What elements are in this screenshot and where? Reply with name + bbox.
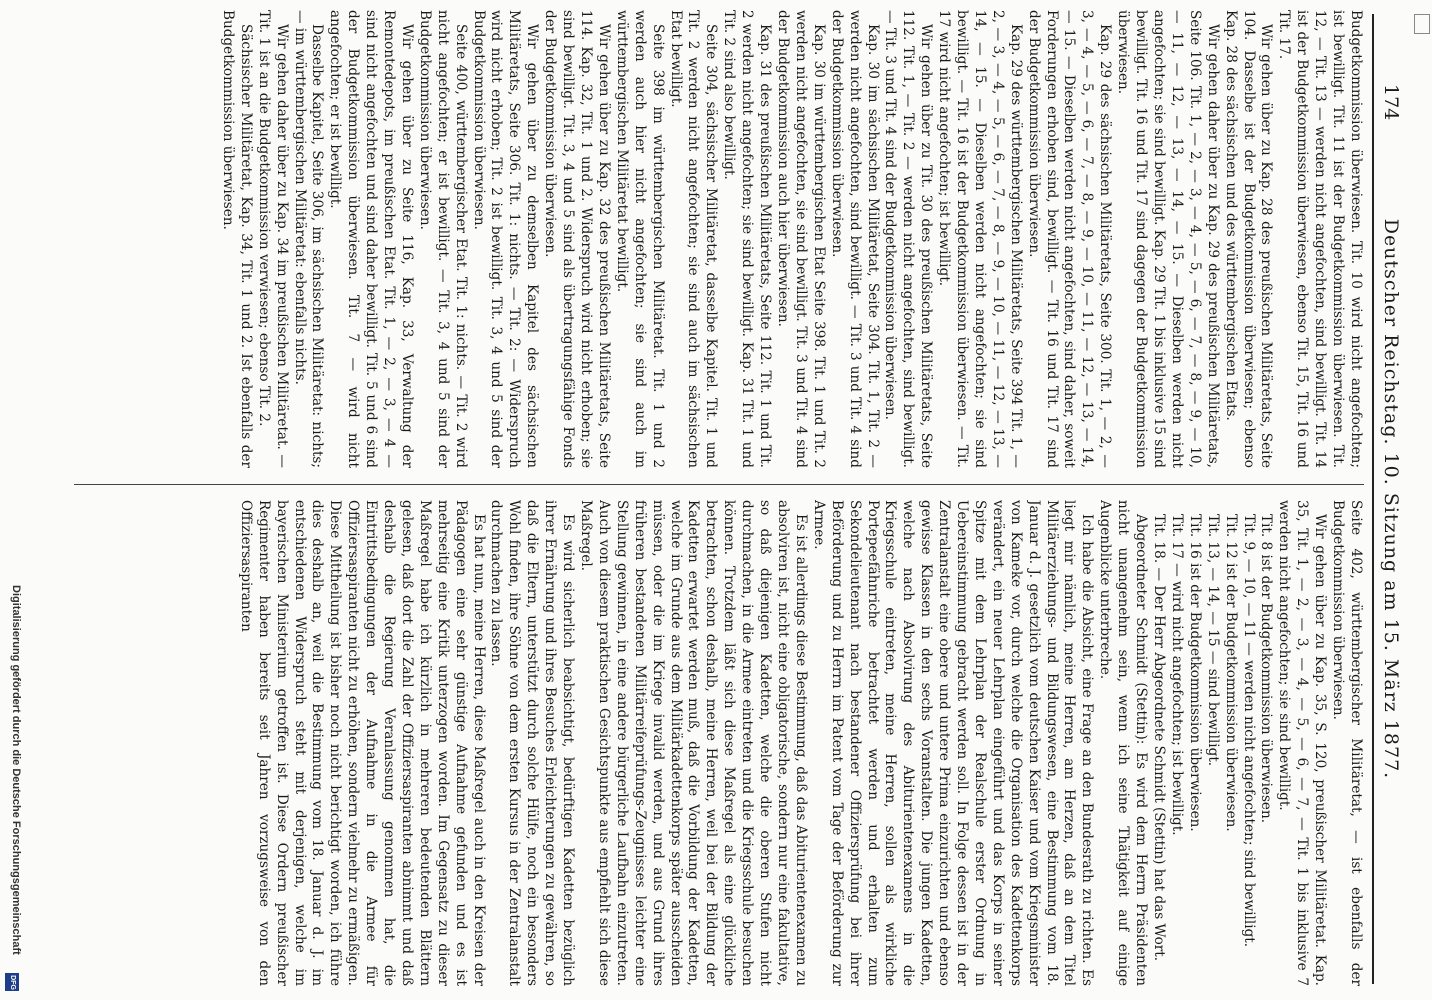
credit-text: Digitalisierung gefördert durch die Deutsche Forschungsgemeinschaft <box>10 585 22 955</box>
paragraph: Tit. 9, — 10, — 11 — werden nicht angefochten; sind bewilligt. <box>1240 514 1257 948</box>
paragraph: Abgeordneter Schmidt (Stettin): Es wird dem Herrn Präsidenten nicht unangenehm sein, wenn ich seine Thätigkeit auf einige Augenblicke unterbreche. <box>1097 500 1150 986</box>
paragraph: Dasselbe Kapitel, Seite 306, im sächsischen Militäretat: nichts; — im württembergischen Militäretat: ebenfalls nichts. <box>291 10 326 468</box>
paragraph: Es wird sicherlich beabsichtigt, bedürftigen Kadetten bezüglich ihrer Ernährung und ihres Besuches Erleichterungen zu gewähren, so daß die Eltern, unterstützt durch solche Hülfe, noch ein besonders Wohl finden, ihre Söhne von dem ersten Kursus in der Zentralanstalt durchmachen zu lassen. <box>488 500 577 986</box>
dfg-logo-icon <box>5 973 19 991</box>
paragraph: Seite 400, württembergischer Etat. Tit. 1: nichts. — Tit. 2 wird nicht angefochten; er ist bewilligt. — Tit. 3, 4 und 5 sind der Budgetkommission überwiesen. <box>416 10 469 468</box>
text-column-left <box>64 10 1364 468</box>
paragraph: Tit. 16 ist der Budgetkommission überwiesen. <box>1186 514 1203 832</box>
paragraph: Wir gehen über zu Kap. 35, S. 120, preußischer Militäretat. Kap. 35, Tit. 1, — 2, — 3, — 4, — 5, — 6, — 7, — Tit. 1 bis inklusive 7 werden nicht angefochten; sie sind bewilligt. <box>1276 500 1329 986</box>
paragraph: Wir gehen über zu Kap. 32 des preußischen Militäretats, Seite 114. Kap. 32, Tit. 1 und 2. Widerspruch wird nicht erhoben; sie sind bewilligt. Tit. 3, 4 und 5 sind als übertragungsfähige Fonds der Budgetkommission überwiesen. <box>542 10 612 468</box>
rotated-newspaper-page <box>36 0 1416 1000</box>
paragraph: Tit. 17 — wird nicht angefochten; ist bewilligt. <box>1168 514 1185 836</box>
paragraph: Wir gehen daher über zu Kap. 29 des preußischen Militäretats, Seite 106. Tit. 1, — 2, — 3, — 4, — 5, — 6, — 7, — 8, — 9, — 10, — 11, — 12, — 13, — 14, — 15. — Dieselben werden nicht angefochten; sie sind bewilligt. Kap. 29 Tit. 1 bis inklusive 15 sind bewilligt. Tit. 16 und Tit. 17 sind dagegen der Budgetkommission überwiesen. <box>1115 10 1221 468</box>
paragraph: Kap. 29 des württembergischen Militäretats, Seite 394 Tit. 1, — 2, — 3, — 4, — 5, — 6, — 7, — 8, — 9, — 10, — 11, — 12, — 13, — 14, — 15. — Dieselben werden nicht angefochten; sie sind bewilligt. — Tit. 16 ist der Budgetkommission überwiesen. — Tit. 17 wird nicht angefochten; ist bewilligt. <box>936 10 1024 468</box>
paragraph: Seite 304, sächsischer Militäretat, dasselbe Kapitel. Tit. 1 und Tit. 2 werden nicht angefochten; sie sind auch im sächsischen Etat bewilligt. <box>667 10 720 468</box>
digitization-credit <box>2 585 22 995</box>
corner-mark <box>1414 14 1430 34</box>
paragraph: Ich habe die Absicht, eine Frage an den Bundesrath zu richten. Es liegt mir nämlich, meine Herren, am Herzen, daß an dem Titel Militärerziehungs- und Bildungswesen, eine Bestimmung vom 18. Januar d. J. gesetzlich vom deutschen Kaiser und vom Kriegsminister von Kameke vor, durch welche die Organisation des Kadettenkorps verändert, ein neuer Lehrplan eingeführt und das Korps in seiner Spitze mit dem Lehrplan der Realschule erster Ordnung in Uebereinstimmung gebracht werden soll. In Folge dessen ist in der Zentralanstalt eine obere und untere Prima einzurichten und ebenso gewisse Klassen in den sechs Voranstalten. Die jungen Kadetten, welche nach Absolvirung des Abiturientenexamens in die Kriegsschule eintreten, meine Herren, sollen als wirkliche Portepeefähnriche betrachtet werden und erhalten zum Sekondelieutenant nach bestandener Offiziersprüfung bei ihrer Beförderung und zu Herrn im Patent vom Tage der Beförderung zur Armee. <box>810 500 1096 986</box>
paragraph: Wir gehen daher über zu Kap. 34 im preußischen Militäretat. — Tit. 1 ist an die Budgetkommission verwiesen; ebenso Tit. 2. <box>255 10 290 468</box>
text-column-right <box>64 500 1364 986</box>
paragraph: Sächsischer Militäretat, Kap. 34, Tit. 1 und 2. Ist ebenfalls der Budgetkommission überwiesen. <box>219 10 254 468</box>
paragraph: Tit. 18. — Der Herr Abgeordnete Schmidt (Stettin) hat das Wort. <box>1151 514 1168 962</box>
page-number: 174 <box>1380 84 1402 121</box>
paragraph: Kap. 30 im sächsischen Militäretat, Seite 304. Tit. 1, Tit. 2 — werden nicht angefochten, sind bewilligt. — Tit. 3 und Tit. 4 sind der Budgetkommission überwiesen. <box>828 10 881 468</box>
paragraph: Wir gehen über zu Tit. 30 des preußischen Militäretats, Seite 112. Tit. 1, — Tit. 2 — werden nicht angefochten, sind bewilligt. — Tit. 3 und Tit. 4 sind der Budgetkommission überwiesen. <box>882 10 935 468</box>
paragraph: Seite 402, württembergischer Militäretat, — ist ebenfalls der Budgetkommission überwiesen. <box>1330 500 1364 986</box>
paragraph: Es hat nun, meine Herren, diese Maßregel auch in den Kreisen der Pädagogen eine sehr günstige Aufnahme gefunden und es ist mehrseitig eine Kritik unterzogen worden. Im Gegensatz zu dieser Maßregel habe ich kürzlich in mehreren bedeutenden Blättern gelesen, daß dort die Zahl der Offiziersaspiranten abnimmt und daß deshalb die Regierung Veranlassung genommen hat, die Eintrittsbedingungen der Aufnahme in die Armee für Offiziersaspiranten nicht zu erhöhen, sondern vielmehr zu ermäßigen. Diese Mittheilung ist bisher noch nicht berichtigt worden, ich führe dies deshalb an, weil die Bestimmung vom 18. Januar d. J. im entschiedenen Widerspruch steht mit derjenigen, welche im bayerischen Ministerium getroffen ist. Diese Ordern preußischer Regimenter haben bereits seit Jahren vorzugsweise von den Offiziersaspiranten <box>237 500 487 986</box>
paragraph: Tit. 8 ist der Budgetkommission überwiesen. <box>1258 514 1275 824</box>
paragraph: Kap. 29 des sächsischen Militäretats, Seite 300. Tit. 1, — 2, — 3, — 4, — 5, — 6, — 7, — 8, — 9, — 10, — 11, — 12, — 13, — 14, — 15. — Dieselben werden nicht angefochten, sind daher, soweit Forderungen erhoben sind, bewilligt. — Tit. 16 und Tit. 17 sind der Budgetkommission überwiesen. <box>1025 10 1114 468</box>
paragraph: Budgetkommission überwiesen. Tit. 10 wird nicht angefochten; ist bewilligt. Tit. 11 ist der Budgetkommission überwiesen. Tit. 12, — Tit. 13 — werden nicht angefochten, sind bewilligt. Tit. 14 ist der Budgetkommission überwiesen, ebenso Tit. 15, Tit. 16 und Tit. 17. <box>1276 10 1364 468</box>
paragraph: Seite 398 im württembergischen Militäretat. Tit. 1 und 2 werden auch hier nicht angefochten; sie sind auch im württembergischen Militäretat bewilligt. <box>613 10 666 468</box>
paragraph: Tit. 13, — 14, — 15 — sind bewilligt. <box>1204 514 1221 767</box>
paragraph: Es ist allerdings diese Bestimmung, daß das Abiturientenexamen zu absolviren ist, nicht eine obligatorische, sondern nur eine fakultative, so daß diejenigen Kadetten, welche die oberen Stufen nicht durchmachen, in die Armee eintreten und die Kriegsschule besuchen können. Trotzdem läßt sich diese Maßregel als eine glückliche betrachten, schon deshalb, meine Herren, weil bei der Bildung der Kadetten erwartet werden muß, daß die Vorbildung der Kadetten, welche im Grunde aus dem Militärkadettenkorps später ausscheiden müssen, oder die im Kriege invalid werden, und aus Grund ihres früheren bestandenen Militärreifeprüfungs-Zeugnisses leichter eine Stellung gewinnen, in eine andere bürgerliche Laufbahn einzutreten. Auch von diesem praktischen Gesichtspunkte aus empfiehlt sich diese Maßregel. <box>578 500 809 986</box>
dfg-logo-text: DFG <box>8 974 16 990</box>
column-divider <box>74 484 1364 485</box>
paragraph: Wir gehen über zu Seite 116, Kap. 33, Verwaltung der Remontedepots, im preußischen Etat. Tit. 1, — 2, — 3, — 4 — sind nicht angefochten und sind daher bewilligt. Tit. 5 und 6 sind der Budgetkommission überwiesen. Tit. 7 — wird nicht angefochten; er ist bewilligt. <box>327 10 415 468</box>
paragraph: Wir gehen über zu demselben Kapitel des sächsischen Militäretats, Seite 306. Tit. 1: nichts. — Tit. 2: — Widerspruch wird nicht erhoben; Tit. 2 ist bewilligt. Tit. 3, 4 und 5 sind der Budgetkommission überwiesen. <box>470 10 541 468</box>
page-header <box>1372 14 1408 984</box>
running-title: Deutscher Reichstag. 10. Sitzung am 15. März 1877. <box>1380 218 1402 780</box>
paragraph: Wir gehen über zu Kap. 28 des preußischen Militäretats, Seite 104. Dasselbe ist der Budgetkommission überwiesen; ebenso Kap. 28 des sächsischen und des württembergischen Etats. <box>1222 10 1275 468</box>
paragraph: Tit. 12 ist der Budgetkommission überwiesen. <box>1222 514 1239 832</box>
paragraph: Kap. 31 des preußischen Militäretats, Seite 112. Tit. 1 und Tit. 2 werden nicht angefochten; sie sind bewilligt. Kap. 31 Tit. 1 und Tit. 2 sind also bewilligt. <box>721 10 774 468</box>
paragraph: Kap. 30 im württembergischen Etat Seite 398. Tit. 1 und Tit. 2 werden nicht angefochten, sie sind bewilligt. Tit. 3 und Tit. 4 sind der Budgetkommission auch hier überwiesen. <box>775 10 827 468</box>
